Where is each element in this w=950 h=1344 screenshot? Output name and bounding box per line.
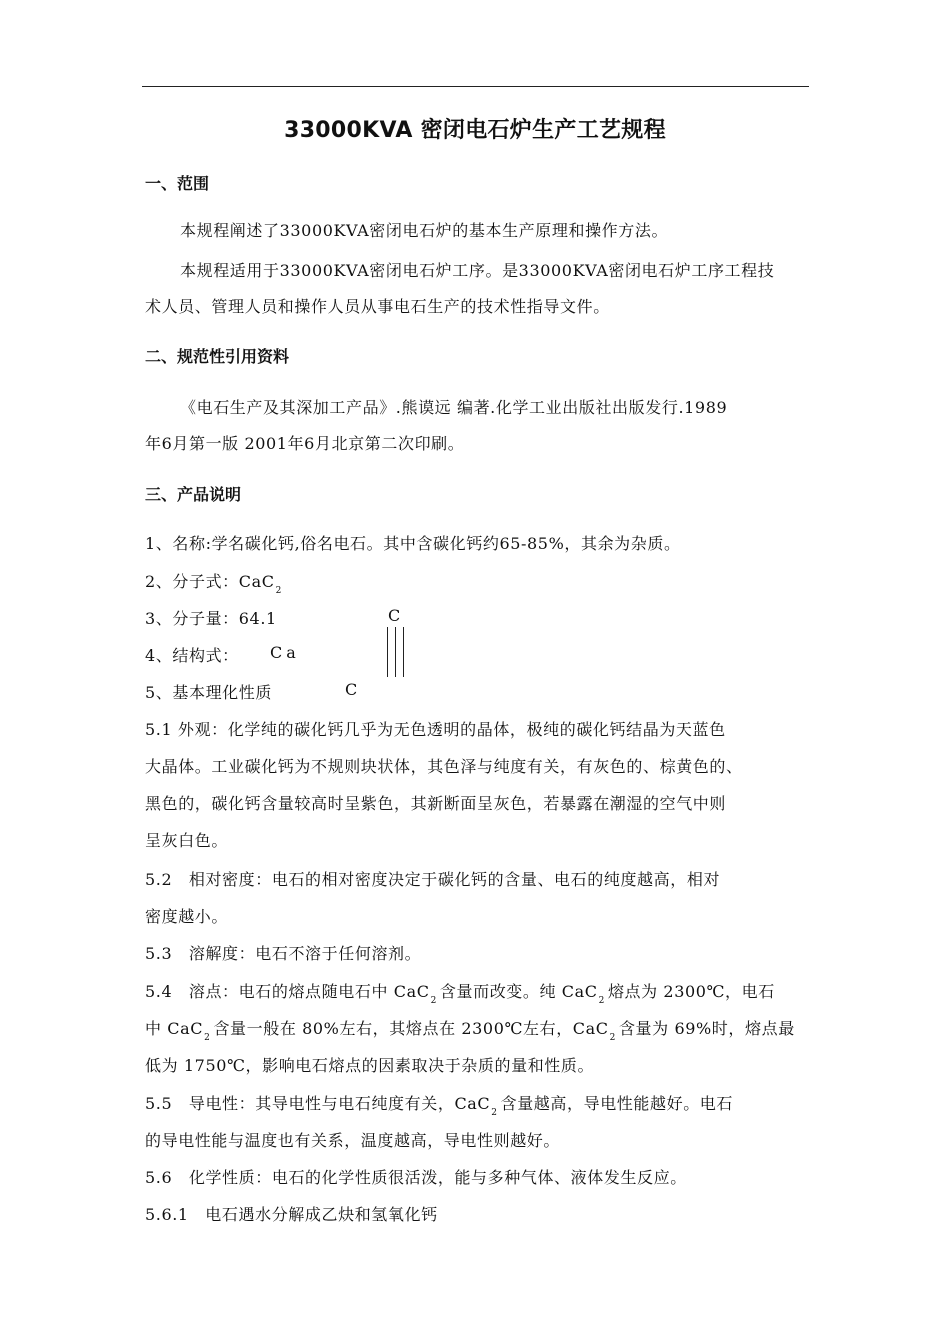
subscript-2: 2	[430, 996, 437, 1006]
triple-bond-line-3	[403, 627, 404, 677]
melting-text-b: 含量而改变。纯 CaC	[439, 982, 598, 1001]
scope-paragraph-1: 本规程阐述了33000KVA密闭电石炉的基本生产原理和操作方法。	[180, 221, 669, 240]
density-line-1: 5.2 相对密度：电石的相对密度决定于碳化钙的含量、电石的纯度越高，相对	[145, 870, 721, 889]
section-heading-product: 三、产品说明	[145, 485, 242, 504]
conductivity-text-a: 5.5 导电性：其导电性与电石纯度有关，CaC	[145, 1094, 491, 1113]
melting-text-a: 5.4 溶点：电石的熔点随电石中 CaC	[145, 982, 430, 1001]
structure-carbon-bottom: C	[345, 680, 358, 699]
water-reaction-line: 5.6.1 电石遇水分解成乙炔和氢氧化钙	[145, 1205, 438, 1224]
melting-text-e: 含量一般在 80%左右，其熔点在 2300℃左右，CaC	[213, 1019, 609, 1038]
item-properties: 5、基本理化性质	[145, 683, 272, 702]
item-formula	[145, 569, 285, 596]
section-heading-references: 二、规范性引用资料	[145, 347, 290, 366]
reference-line-2: 年6月第一版 2001年6月北京第二次印刷。	[145, 434, 465, 453]
melting-point-line-2	[145, 1016, 795, 1043]
reference-line-1: 《电石生产及其深加工产品》.熊谟远 编著.化学工业出版社出版发行.1989	[180, 398, 728, 417]
header-rule	[142, 86, 809, 87]
appearance-line-4: 呈灰白色。	[145, 831, 229, 850]
item-molecular-weight: 3、分子量：64.1	[145, 609, 277, 628]
subscript-2: 2	[491, 1108, 498, 1118]
document-title: 33000KVA 密闭电石炉生产工艺规程	[284, 118, 666, 143]
item-structure: 4、结构式：	[145, 646, 239, 665]
conductivity-line-1	[145, 1091, 734, 1118]
scope-paragraph-2-line-2: 术人员、管理人员和操作人员从事电石生产的技术性指导文件。	[145, 297, 610, 316]
density-line-2: 密度越小。	[145, 907, 229, 926]
chemical-properties-line: 5.6 化学性质：电石的化学性质很活泼，能与多种气体、液体发生反应。	[145, 1168, 687, 1187]
melting-point-line-3: 低为 1750℃，影响电石熔点的因素取决于杂质的量和性质。	[145, 1056, 595, 1075]
solubility-line: 5.3 溶解度：电石不溶于任何溶剂。	[145, 944, 422, 963]
melting-text-f: 含量为 69%时，熔点最	[618, 1019, 795, 1038]
appearance-line-1: 5.1 外观：化学纯的碳化钙几乎为无色透明的晶体，极纯的碳化钙结晶为天蓝色	[145, 720, 726, 739]
scope-paragraph-2-line-1: 本规程适用于33000KVA密闭电石炉工序。是33000KVA密闭电石炉工序工程技	[180, 261, 775, 280]
appearance-line-2: 大晶体。工业碳化钙为不规则块状体，其色泽与纯度有关，有灰色的、棕黄色的、	[145, 757, 743, 776]
formula-label: 2、分子式：CaC	[145, 572, 275, 591]
conductivity-line-2: 的导电性能与温度也有关系，温度越高，导电性则越好。	[145, 1131, 561, 1150]
structure-carbon-top: C	[388, 606, 401, 625]
structure-calcium: Ca	[270, 643, 300, 662]
subscript-2: 2	[609, 1033, 616, 1043]
triple-bond-line-1	[387, 627, 388, 677]
formula-subscript: 2	[275, 586, 282, 596]
section-heading-scope: 一、范围	[145, 174, 210, 193]
melting-point-line-1	[145, 979, 775, 1006]
conductivity-text-b: 含量越高，导电性能越好。电石	[500, 1094, 734, 1113]
melting-text-c: 熔点为 2300℃，电石	[607, 982, 775, 1001]
melting-text-d: 中 CaC	[145, 1019, 204, 1038]
subscript-2: 2	[204, 1033, 211, 1043]
subscript-2: 2	[598, 996, 605, 1006]
appearance-line-3: 黑色的，碳化钙含量较高时呈紫色，其新断面呈灰色，若暴露在潮湿的空气中则	[145, 794, 727, 813]
item-name: 1、名称:学名碳化钙,俗名电石。其中含碳化钙约65-85%，其余为杂质。	[145, 534, 681, 553]
triple-bond-line-2	[395, 627, 396, 677]
